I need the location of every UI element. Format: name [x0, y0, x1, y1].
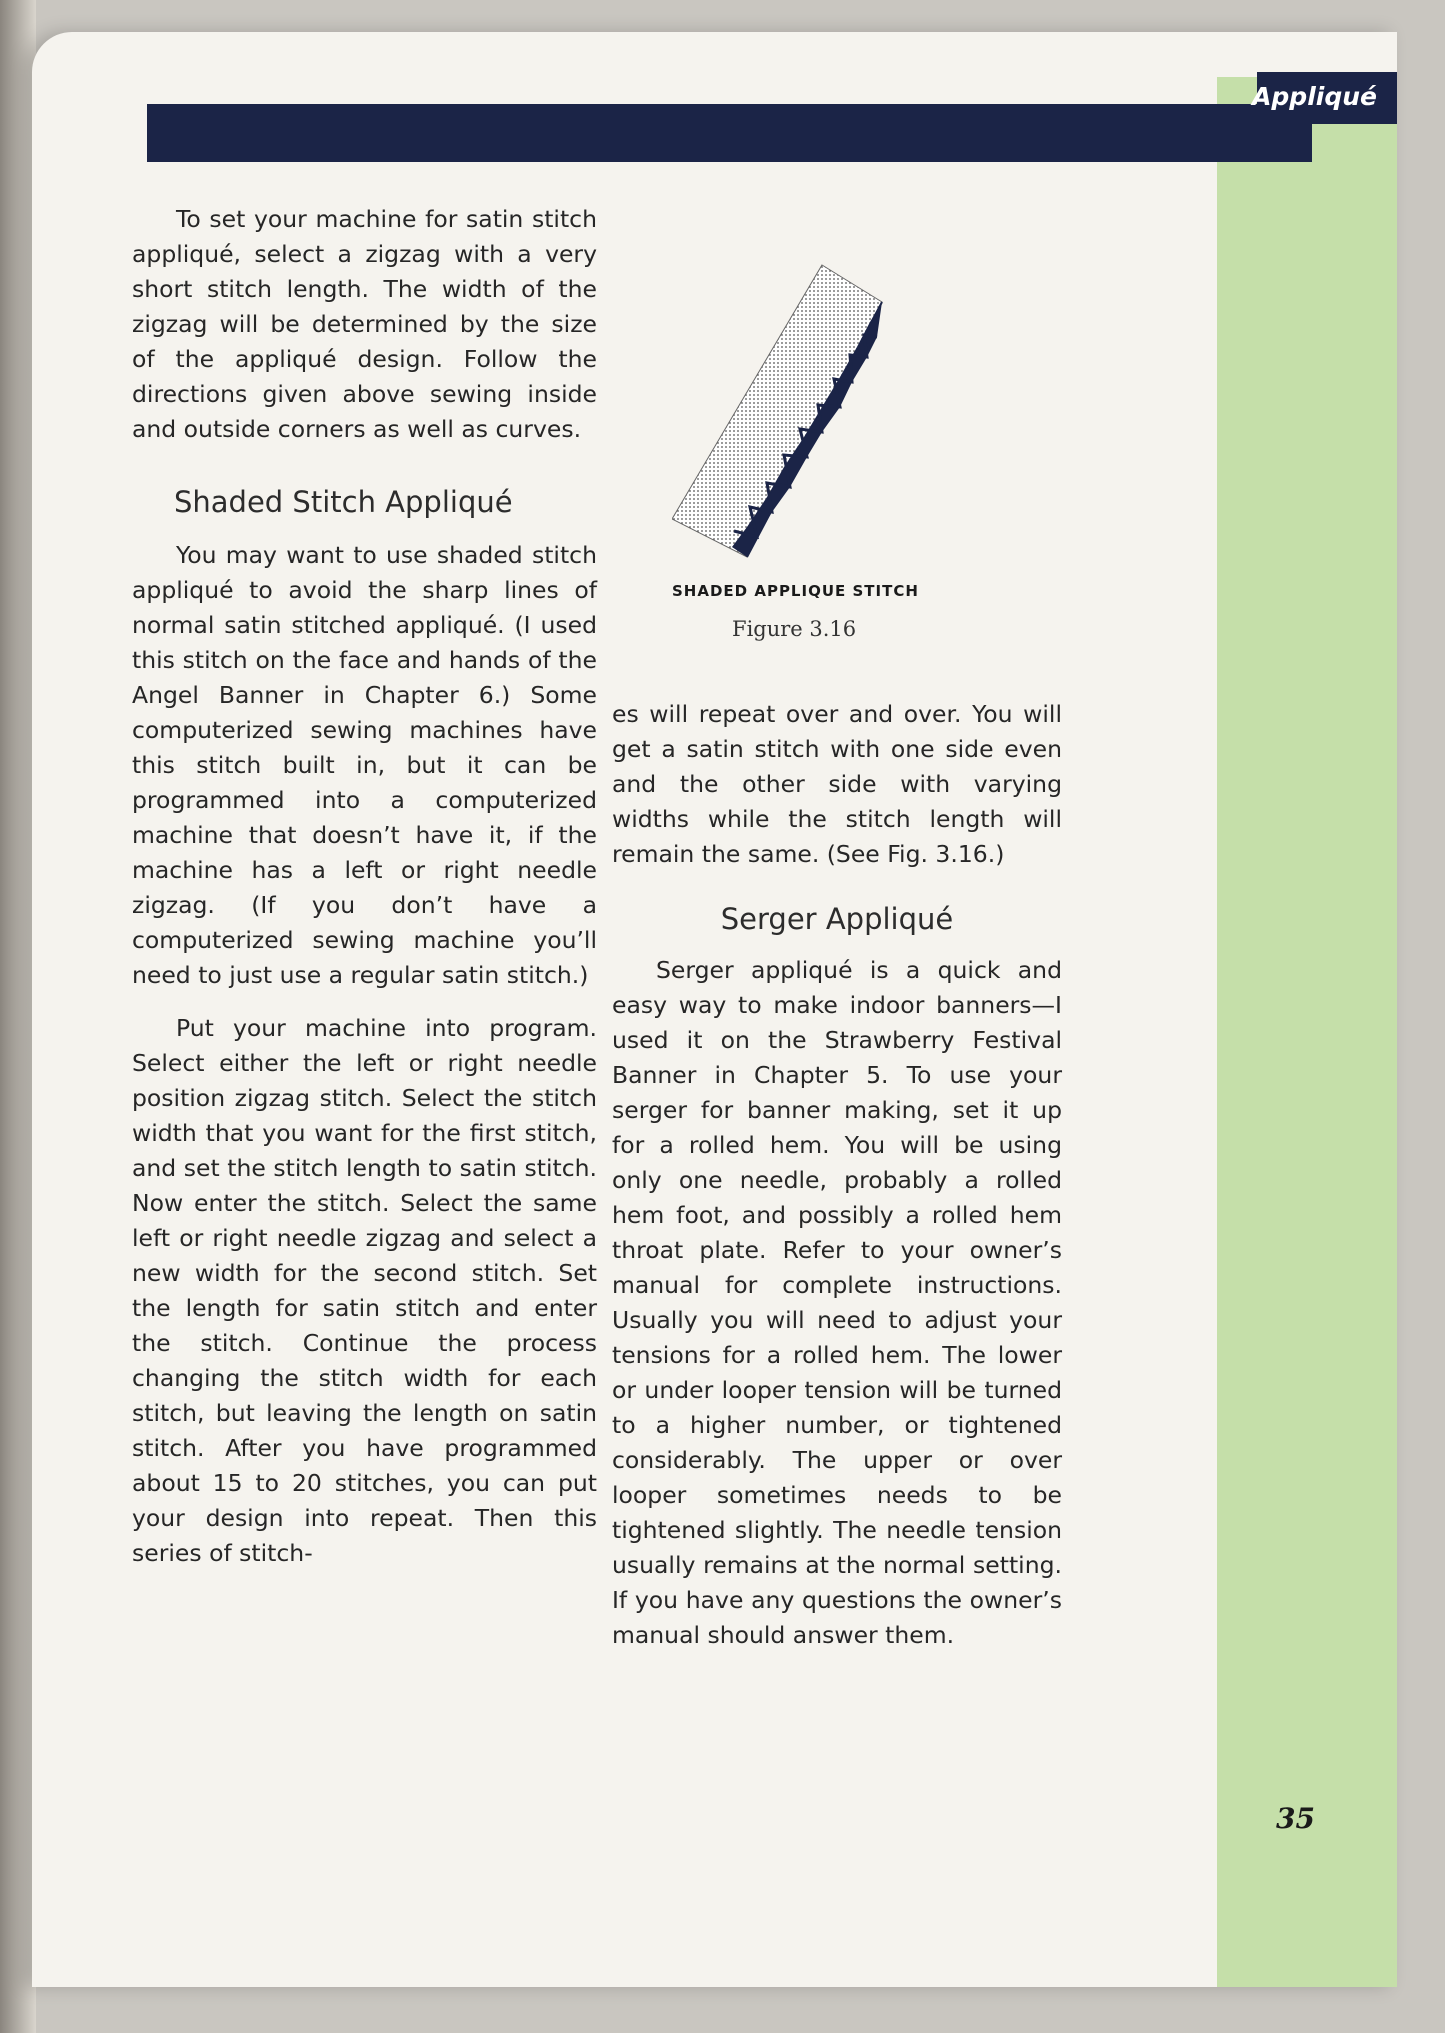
- heading-shaded-stitch: Shaded Stitch Appliqué: [174, 485, 513, 519]
- chapter-header-bar: [147, 104, 1312, 162]
- green-side-strip: [1217, 77, 1397, 1987]
- paragraph-shaded-intro: You may want to use shaded stitch appliqué to avoid the sharp lines of normal satin stitched appliqué. (I used this stitch on the face and hands of the Angel Banner in Chapter 6.) Some computerized sewing machines have this stitch built in, but it can be programmed into a computerized machine that doesn’t have it, if the machine has a left or right needle zigzag. (If you don’t have a computerized sewing machine you’ll need to just use a regular satin stitch.): [132, 541, 597, 989]
- paragraph-satin-stitch: To set your machine for satin stitch appliqué, select a zigzag with a very short stitch length. The width of the zigzag will be determined by the size of the appliqué design. Follow the directions given above sewing inside and outside corners as well as curves.: [132, 205, 597, 443]
- heading-serger-applique: Serger Appliqué: [720, 902, 954, 936]
- book-page: [32, 32, 1397, 1987]
- figure-handwritten-label: SHADED APPLIQUE STITCH: [672, 582, 919, 600]
- book-binding-shadow: [0, 0, 36, 2033]
- left-column: [132, 202, 597, 1571]
- right-column: [612, 697, 1062, 1653]
- paragraph-stitch-continuation: es will repeat over and over. You will get a satin stitch with one side even and the other side with varying widths while the stitch length will remain the same. (See Fig. 3.16.): [612, 700, 1062, 868]
- paragraph-serger: Serger appliqué is a quick and easy way to make indoor banners—I used it on the Strawberry Festival Banner in Chapter 5. To use your serger for banner making, set it up for a rolled hem. You will be using only one needle, probably a rolled hem foot, and possibly a rolled hem throat plate. Refer to your owner’s manual for complete instructions. Usually you will need to adjust your tensions for a rolled hem. The lower or under looper tension will be turned to a higher number, or tightened considerably. The upper or over looper sometimes needs to be tightened slightly. The needle tension usually remains at the normal setting. If you have any questions the owner’s manual should answer them.: [612, 956, 1062, 1649]
- figure-shaded-stitch: [672, 257, 932, 641]
- chapter-title: Appliqué: [1252, 82, 1377, 111]
- shaded-stitch-illustration: [672, 257, 932, 587]
- paragraph-program-steps: Put your machine into program. Select either the left or right needle position zigzag stitch. Select the stitch width that you want for the first stitch, and set the stitch length to satin stitch. Now enter the stitch. Select the same left or right needle zigzag and select a new width for the second stitch. Set the length for satin stitch and enter the stitch. Continue the process changing the stitch width for each stitch, but leaving the length on satin stitch. After you have programmed about 15 to 20 stitches, you can put your design into repeat. Then this series of stitch-: [132, 1014, 597, 1567]
- page-number: 35: [1276, 1802, 1315, 1835]
- figure-caption: Figure 3.16: [732, 617, 857, 641]
